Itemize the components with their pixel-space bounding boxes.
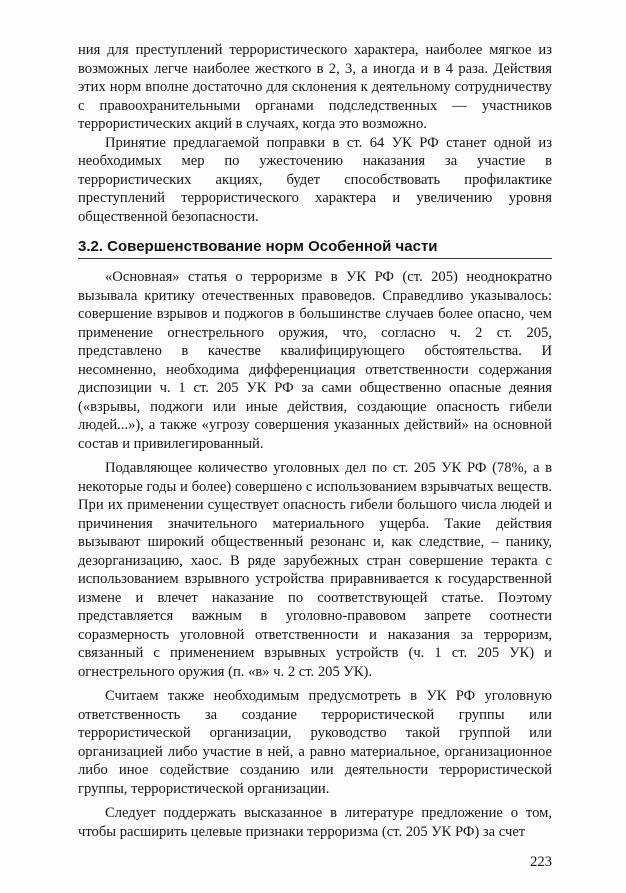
section-body [78,268,552,841]
paragraph-terrorist-group: Считаем также необходимым предусмотреть в УК РФ уголовную ответственность за создание террористической группы или террористической организации, руководство такой группой или организацией либо участие в ней, а равно материальное, организационное либо иное содействие созданию или деятельности террористической группы, террористической организации. [78,688,552,797]
paragraph-target-features: Следует поддержать высказанное в литературе предложение о том, чтобы расширить целевые признаки терроризма (ст. 205 УК РФ) за счет [78,805,552,840]
page-number: 223 [530,854,552,870]
paragraph-amendment: Принятие предлагаемой поправки в ст. 64 УК РФ станет одной из необходимых мер по ужесточению наказания за участие в террористических акциях, будет способствовать профилактике преступлений террористического характера и увеличению уровня общественной безопасности. [78,134,552,225]
paragraph-continuation: ния для преступлений террористического характера, наиболее мягкое из возможных легче наиболее жесткого в 2, 3, а иногда и в 4 раза. Действия этих норм вполне достаточно для склонения к деятельному сотрудничеству с правоохранительными органами подследственных — участников террористических акций в случаях, когда это возможно. [78,42,552,132]
paragraph-explosives: Подавляющее количество уголовных дел по ст. 205 УК РФ (78%, а в некоторые годы и более) совершено с использованием взрывчатых веществ. При их применении существует опасность гибели большого числа людей и причинения значительного материального ущерба. Такие действия вызывают широкий общественный резонанс и, как следствие, – панику, дезорганизацию, хаос. В ряде зарубежных стран совершение теракта с использованием взрывного устройства приравнивается к государственной измене и влечет наказание по соответствующей статье. Поэтому представляется важным в уголовно-правовом запрете соотнести соразмерность уголовной ответственности и наказания за терроризм, связанный с применением взрывных устройств (ч. 1 ст. 205 УК) и огнестрельного оружия (п. «в» ч. 2 ст. 205 УК). [78,460,552,680]
paragraph-basic-article: «Основная» статья о терроризме в УК РФ (ст. 205) неоднократно вызывала критику отечественных правоведов. Справедливо указывалось: совершение взрывов и поджогов в большинстве случаев более опасно, чем применение огнестрельного оружия, что, согласно ч. 2 ст. 205, представлено в качестве квалифицирующего обстоятельства. И несомненно, необходима дифференциация ответственности содержания диспозиции ч. 1 ст. 205 УК РФ за сами общественно опасные деяния («взрывы, поджоги или иные действия, создающие опасность гибели людей...»), а также «угрозу совершения указанных действий» на основной состав и привилегированный. [78,269,552,452]
section-heading: 3.2. Совершенствование норм Особенной части [78,237,552,259]
continued-text [78,41,552,226]
